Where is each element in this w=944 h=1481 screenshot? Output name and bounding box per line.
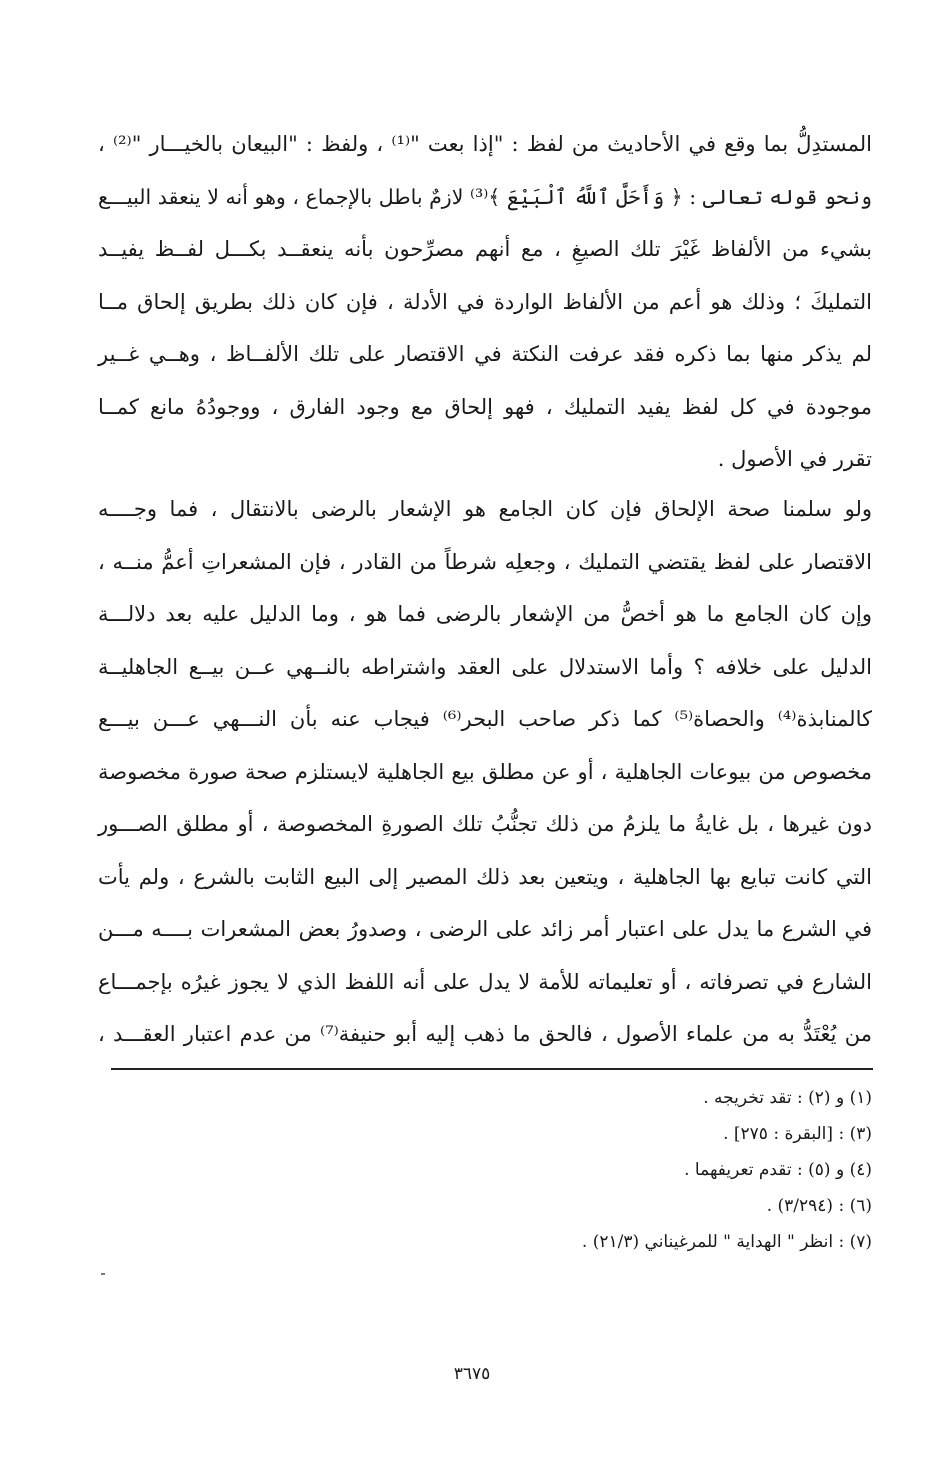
text-line: المستدِلُّ بما وقع في الأحاديث من لفظ : "إذا بعت "⁽¹⁾ ، ولفظ : "البيعان بالخيـــار "⁽²⁾ ،	[98, 132, 872, 156]
text-line: الدليل على خلافه ؟ وأما الاستدلال على العقد واشتراطه بالنــهي عــن بيــع الجاهليــة	[98, 654, 872, 679]
paragraph-1	[98, 118, 872, 486]
text-line: التمليكَ ؛ وذلك هو أعم من الألفاظ الواردة في الأدلة ، فإن كان ذلك بطريق إلحاق مــا	[98, 289, 872, 314]
page-number: ٣٦٧٥	[453, 1364, 491, 1384]
text-line: التي كانت تبايع بها الجاهلية ، ويتعين بعد ذلك المصير إلى البيع الثابت بالشرع ، ولم يأت	[98, 864, 872, 889]
print-speck	[101, 1273, 105, 1275]
footnote: (٦) : (٣/٢٩٤) .	[766, 1196, 872, 1216]
text-line: لم يذكر منها بما ذكره فقد عرفت النكتة في الاقتصار على تلك الألفــاظ ، وهــي غــير	[98, 342, 873, 366]
text-line: دون غيرها ، بل غايةُ ما يلزمُ من ذلك تجنُّبُ تلك الصورةِ المخصوصة ، أو مطلق الصـــور	[98, 812, 872, 836]
text-line: مخصوص من بيوعات الجاهلية ، أو عن مطلق بيع الجاهلية لايستلزم صحة صورة مخصوصة	[98, 759, 872, 784]
text-line: في الشرع ما يدل على اعتبار أمر زائد على الرضى ، وصدورُ بعض المشعرات بــــه مـــن	[98, 917, 872, 941]
text-line: كالمنابذة⁽⁴⁾ والحصاة⁽⁵⁾ كما ذكر صاحب البحر⁽⁶⁾ فيجاب عنه بأن النـــهي عـــن بيـــع	[98, 707, 872, 731]
text-line: من يُعْتَدُّ به من علماء الأصول ، فالحق ما ذهب إليه أبو حنيفة⁽⁷⁾ من عدم اعتبار العقـــد ،	[98, 1022, 872, 1046]
text-line: ونحو قوله تعالى : ﴿ وَأَحَلَّ ٱللَّهُ ٱلْبَيْعَ ﴾⁽³⁾ لازمٌ باطل بالإجماع ، وهو أنه لا ينعقد البيـــع	[98, 184, 872, 209]
footnote: (١) و (٢) : تقد تخريجه .	[703, 1088, 872, 1108]
footnote-divider	[111, 1068, 873, 1070]
text-line: بشيء من الألفاظ غَيْرَ تلك الصيغِ ، مع أنهم مصرِّحون بأنه ينعقــد بكـــل لفــظ يفيــد	[98, 237, 872, 261]
text-line: تقرر في الأصول .	[717, 447, 872, 471]
footnotes	[300, 1080, 872, 1260]
footnote: (٤) و (٥) : تقدم تعريفهما .	[684, 1160, 872, 1180]
footnote: (٣) : [البقرة : ٢٧٥] .	[723, 1124, 872, 1144]
text-line: ولو سلمنا صحة الإلحاق فإن كان الجامع هو الإشعار بالرضى بالانتقال ، فما وجــــه	[98, 497, 872, 521]
text-line: الشارع في تصرفاته ، أو تعليماته للأمة لا يدل على أنه اللفظ الذي لا يجوز غيرُه بإجمـــاع	[98, 969, 872, 994]
text-line: وإن كان الجامع ما هو أخصُّ من الإشعار بالرضى فما هو ، وما الدليل عليه بعد دلالـــة	[98, 602, 872, 626]
text-line: الاقتصار على لفظ يقتضي التمليك ، وجعلِه شرطاً من القادر ، فإن المشعراتِ أعمُّ منــه ،	[98, 549, 872, 574]
text-line: موجودة في كل لفظ يفيد التمليك ، فهو إلحاق مع وجود الفارق ، ووجودُهُ مانع كمــا	[98, 394, 872, 419]
footnote: (٧) : انظر " الهداية " للمرغيناني (٢١/٣) .	[581, 1232, 872, 1252]
paragraph-2	[98, 483, 872, 1061]
